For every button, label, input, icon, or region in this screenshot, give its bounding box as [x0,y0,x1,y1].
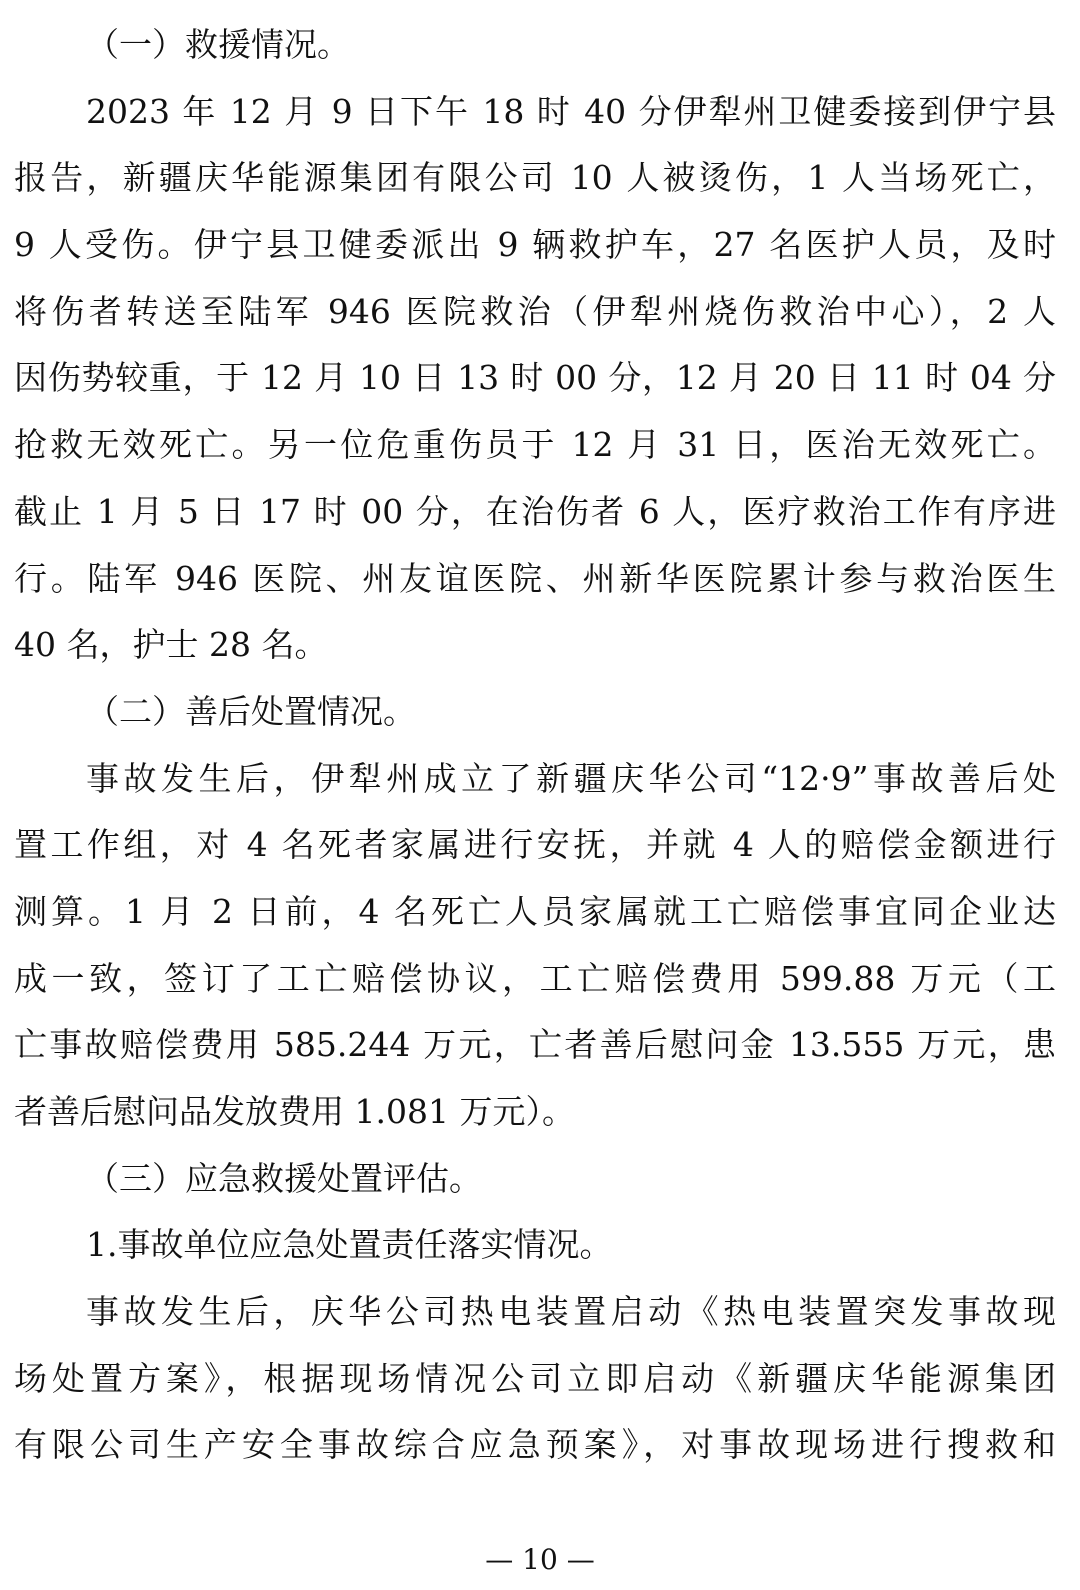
paragraph-line: 测算。1 月 2 日前，4 名死亡人员家属就工亡赔偿事宜同企业达 [14,891,1056,931]
paragraph-line: 有限公司生产安全事故综合应急预案》，对事故现场进行搜救和 [14,1425,1056,1465]
section-heading-aftermath: （二）善后处置情况。 [86,691,416,731]
paragraph-line: 因伤势较重，于 12 月 10 日 13 时 00 分，12 月 20 日 11 时 04 分 [14,358,1056,398]
paragraph-line: 40 名，护士 28 名。 [14,625,328,665]
paragraph-line: 置工作组，对 4 名死者家属进行安抚，并就 4 人的赔偿金额进行 [14,825,1056,865]
paragraph-line: 将伤者转送至陆军 946 医院救治（伊犁州烧伤救治中心），2 人 [14,291,1056,331]
paragraph-line: 成一致，签订了工亡赔偿协议，工亡赔偿费用 599.88 万元（工 [14,958,1056,998]
document-body [14,12,1056,1479]
page-number: — 10 — [485,1543,595,1576]
paragraph-line: 场处置方案》，根据现场情况公司立即启动《新疆庆华能源集团 [14,1358,1056,1398]
paragraph-line: 行。陆军 946 医院、州友谊医院、州新华医院累计参与救治医生 [14,558,1056,598]
section-heading-rescue: （一）救援情况。 [86,25,350,64]
paragraph-line: 2023 年 12 月 9 日下午 18 时 40 分伊犁州卫健委接到伊宁县 [86,91,1057,131]
paragraph-line: 报告，新疆庆华能源集团有限公司 10 人被烫伤，1 人当场死亡， [14,158,1056,198]
paragraph-line: 事故发生后，伊犁州成立了新疆庆华公司“12·9”事故善后处 [86,758,1056,798]
paragraph-line: 者善后慰问品发放费用 1.081 万元）。 [14,1092,575,1131]
paragraph-line: 9 人受伤。伊宁县卫健委派出 9 辆救护车，27 名医护人员，及时 [14,225,1056,265]
subsection-heading: 1.事故单位应急处置责任落实情况。 [86,1225,613,1265]
paragraph-line: 截止 1 月 5 日 17 时 00 分，在治伤者 6 人，医疗救治工作有序进 [14,491,1056,531]
section-heading-evaluation: （三）应急救援处置评估。 [86,1158,482,1198]
paragraph-line: 事故发生后，庆华公司热电装置启动《热电装置突发事故现 [86,1292,1056,1332]
paragraph-line: 亡事故赔偿费用 585.244 万元，亡者善后慰问金 13.555 万元，患 [14,1025,1056,1065]
paragraph-line: 抢救无效死亡。另一位危重伤员于 12 月 31 日，医治无效死亡。 [14,425,1056,465]
